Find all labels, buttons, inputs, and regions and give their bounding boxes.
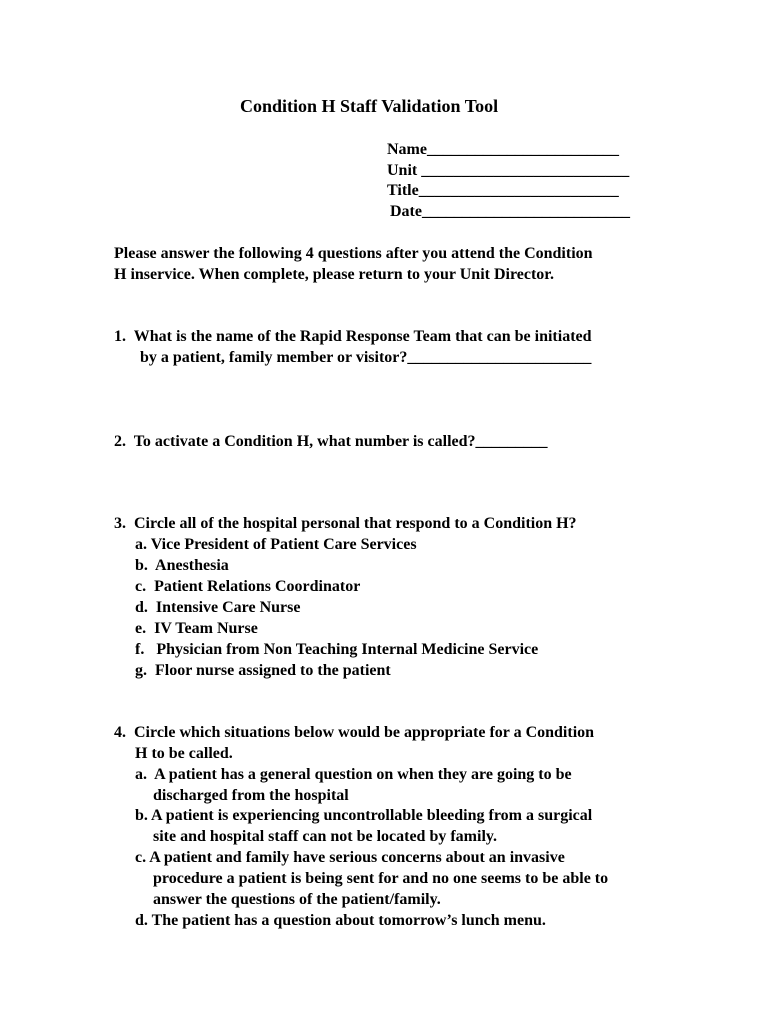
question-2: 2. To activate a Condition H, what number is called?_________ [114, 433, 548, 450]
question-3-option-e: e. IV Team Nurse [135, 620, 258, 637]
question-3-option-d: d. Intensive Care Nurse [135, 599, 301, 616]
question-3-stem: 3. Circle all of the hospital personal that respond to a Condition H? [114, 515, 577, 532]
question-4-option-d: d. The patient has a question about tomorrow’s lunch menu. [135, 912, 546, 929]
question-4-option-c-cont-1: procedure a patient is being sent for and no one seems to be able to [153, 870, 609, 887]
question-3-option-g: g. Floor nurse assigned to the patient [135, 662, 391, 679]
question-4-option-c: c. A patient and family have serious concerns about an invasive [135, 849, 565, 866]
question-4-option-c-cont-2: answer the questions of the patient/family. [153, 891, 441, 908]
document-title: Condition H Staff Validation Tool [240, 96, 499, 116]
question-3-option-a: a. Vice President of Patient Care Services [135, 536, 417, 553]
question-4-option-a-cont: discharged from the hospital [153, 787, 349, 804]
question-4-stem-line-2: H to be called. [135, 745, 233, 762]
question-4-option-b: b. A patient is experiencing uncontrollable bleeding from a surgical [135, 807, 593, 824]
question-4-option-a: a. A patient has a general question on when they are going to be [135, 766, 572, 783]
title-field: Title_________________________ [387, 182, 619, 199]
question-1-line-1: 1. What is the name of the Rapid Response Team that can be initiated [114, 328, 592, 345]
unit-field: Unit __________________________ [387, 162, 630, 179]
question-1-line-2: by a patient, family member or visitor?_______________________ [140, 349, 592, 366]
question-4-option-b-cont: site and hospital staff can not be located by family. [153, 828, 498, 845]
question-3-option-b: b. Anesthesia [135, 557, 229, 574]
intro-line-2: H inservice. When complete, please return to your Unit Director. [114, 266, 554, 283]
question-4-stem-line-1: 4. Circle which situations below would be appropriate for a Condition [114, 724, 595, 741]
question-3-option-f: f. Physician from Non Teaching Internal Medicine Service [135, 641, 539, 658]
intro-line-1: Please answer the following 4 questions after you attend the Condition [114, 245, 593, 262]
question-3-option-c: c. Patient Relations Coordinator [135, 578, 361, 595]
name-field: Name________________________ [387, 141, 619, 158]
date-field: Date__________________________ [386, 203, 630, 220]
